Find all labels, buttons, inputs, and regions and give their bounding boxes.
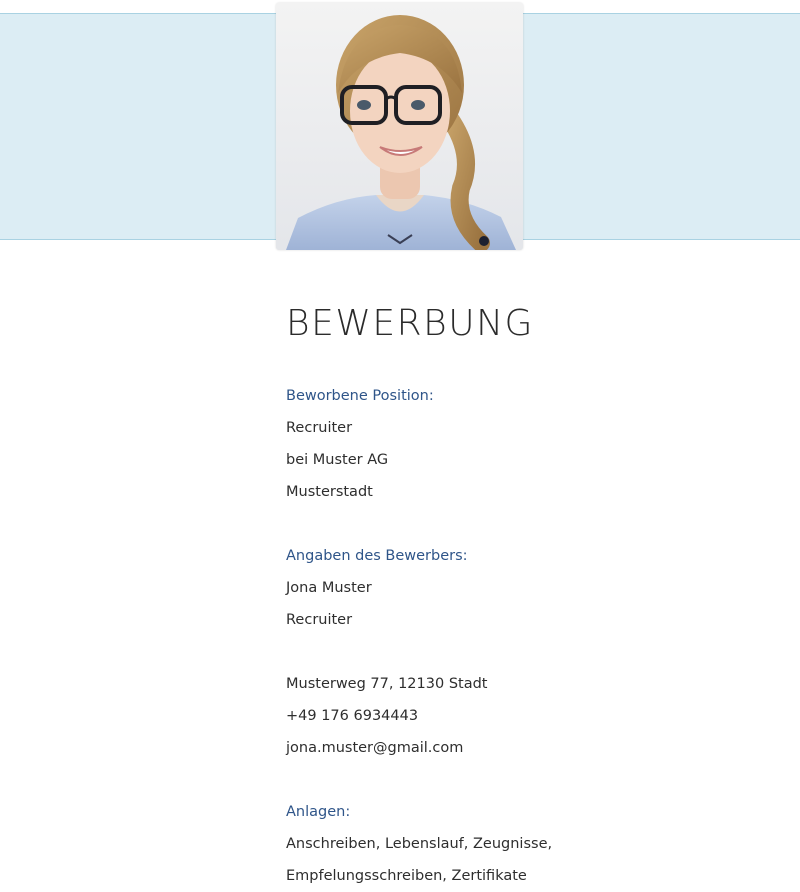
position-heading: Beworbene Position: — [286, 388, 434, 404]
applicant-heading: Angaben des Bewerbers: — [286, 548, 468, 564]
spacer — [286, 348, 766, 380]
position-line: Musterstadt — [286, 484, 373, 500]
attachments-line: Empfelungsschreiben, Zertifikate — [286, 868, 527, 884]
position-line: bei Muster AG — [286, 452, 389, 468]
applicant-email: jona.muster@gmail.com — [286, 740, 464, 756]
application-content — [286, 300, 766, 892]
applicant-address: Musterweg 77, 12130 Stadt — [286, 676, 488, 692]
attachments-line: Anschreiben, Lebenslauf, Zeugnisse, — [286, 836, 553, 852]
applicant-role: Recruiter — [286, 612, 353, 628]
spacer — [286, 636, 766, 668]
portrait-image — [276, 3, 523, 250]
applicant-name: Jona Muster — [286, 580, 372, 596]
attachments-heading: Anlagen: — [286, 804, 351, 820]
document-title: BEWERBUNG — [286, 303, 534, 344]
applicant-photo — [276, 3, 523, 250]
position-line: Recruiter — [286, 420, 353, 436]
spacer — [286, 508, 766, 540]
spacer — [286, 764, 766, 796]
applicant-phone: +49 176 6934443 — [286, 708, 419, 724]
